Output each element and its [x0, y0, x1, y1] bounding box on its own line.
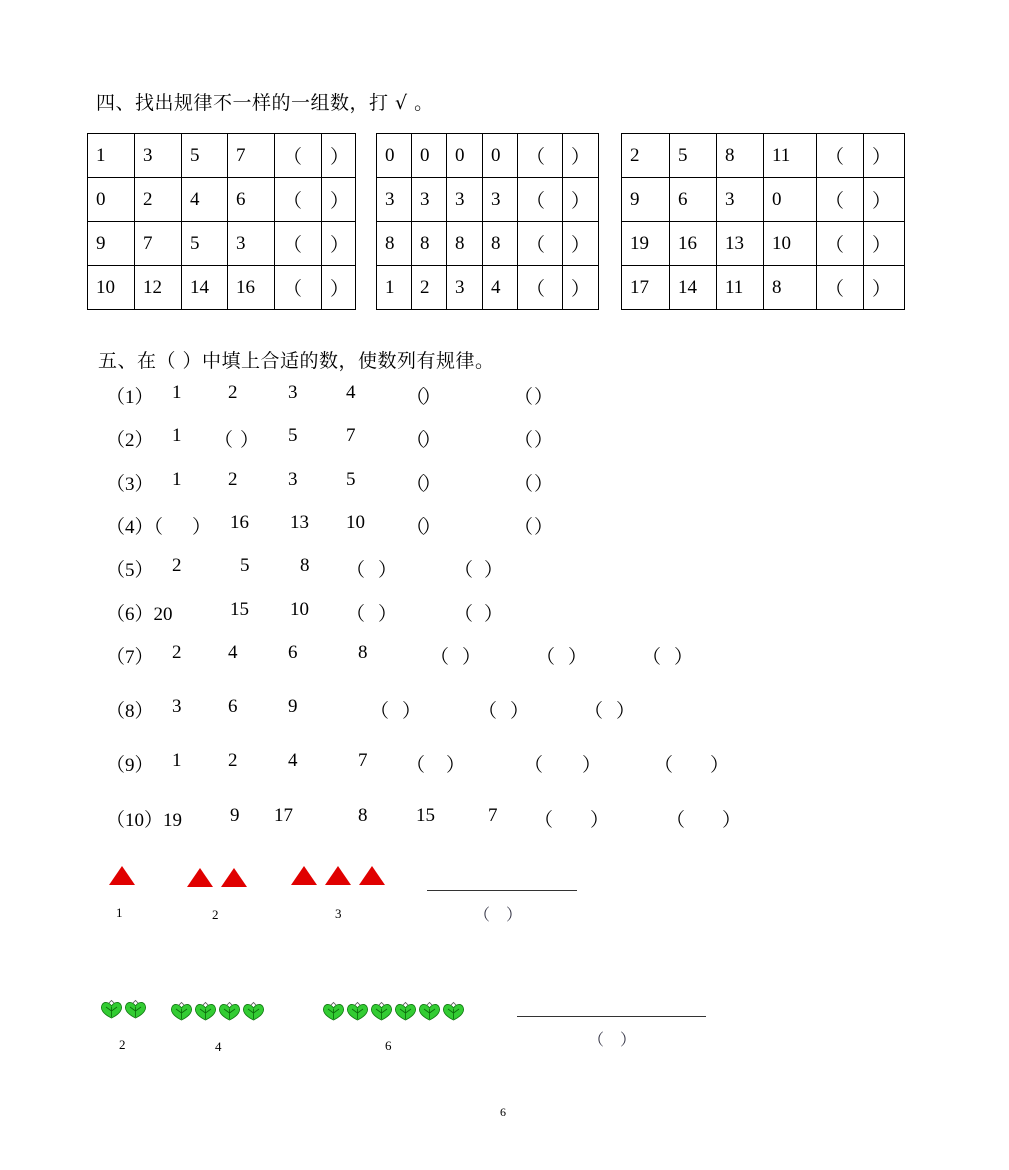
answer-paren[interactable]: ）	[378, 604, 398, 625]
answer-paren[interactable]: ）	[722, 810, 742, 831]
answer-paren-cell[interactable]: （	[275, 178, 322, 222]
answer-paren-cell[interactable]: ）	[563, 178, 599, 222]
number-cell: 8	[412, 222, 447, 266]
answer-paren[interactable]: （	[214, 430, 234, 451]
number-cell: 17	[622, 266, 670, 310]
answer-paren[interactable]: （	[666, 810, 686, 831]
section-4-heading: 四、找出规律不一样的一组数，打 √ 。	[96, 92, 434, 114]
answer-paren[interactable]: ）	[568, 647, 588, 668]
table-row	[377, 134, 599, 178]
table-body-1	[88, 134, 356, 310]
answer-paren-cell[interactable]: （	[817, 266, 864, 310]
triangle-icon	[359, 866, 385, 885]
answer-paren-cell[interactable]: （	[275, 134, 322, 178]
answer-paren-cell[interactable]: （	[518, 178, 563, 222]
number-cell: 19	[622, 222, 670, 266]
triangle-caption-1: 1	[116, 905, 123, 920]
answer-paren[interactable]: （	[406, 430, 426, 451]
triangle-icon	[221, 868, 247, 887]
answer-paren[interactable]: （	[406, 755, 426, 776]
number-cell: 3	[447, 178, 483, 222]
answer-paren-cell[interactable]: ）	[322, 178, 356, 222]
sequence-token: 2	[228, 750, 238, 771]
number-cell: 7	[228, 134, 275, 178]
number-cell: 14	[670, 266, 717, 310]
sequence-table-1	[87, 133, 356, 310]
leaf-icon	[346, 1001, 370, 1025]
answer-paren[interactable]: （	[478, 701, 498, 722]
leaf-group-2	[170, 1001, 266, 1025]
answer-paren[interactable]: （	[406, 517, 426, 538]
number-cell: 8	[447, 222, 483, 266]
leaf-caption-1: 2	[119, 1037, 126, 1052]
answer-paren-cell[interactable]: （	[817, 178, 864, 222]
leaf-icon	[370, 1001, 394, 1025]
number-cell: 3	[447, 266, 483, 310]
table-body-2	[377, 134, 599, 310]
answer-paren[interactable]: （	[370, 701, 390, 722]
answer-paren-cell[interactable]: （	[518, 266, 563, 310]
triangle-answer-blank[interactable]: （ ）	[474, 907, 523, 924]
leaf-icon	[170, 1001, 194, 1025]
sequence-token: 4	[346, 382, 356, 403]
answer-paren-cell[interactable]: （	[518, 222, 563, 266]
answer-paren[interactable]: （	[346, 604, 366, 625]
number-cell: 0	[764, 178, 817, 222]
sequence-token: （10）19	[106, 810, 183, 831]
answer-paren[interactable]: ）	[192, 517, 212, 538]
answer-paren-cell[interactable]: （	[817, 222, 864, 266]
table-row	[88, 266, 356, 310]
sequence-token: 9	[288, 696, 298, 717]
answer-paren[interactable]: ）	[534, 517, 554, 538]
leaf-icon	[124, 999, 148, 1023]
number-cell: 10	[88, 266, 135, 310]
sequence-token: 8	[358, 805, 368, 826]
sequence-token: 4	[228, 642, 238, 663]
sequence-token: （8）	[106, 701, 154, 722]
number-cell: 2	[135, 178, 182, 222]
number-cell: 9	[88, 222, 135, 266]
sequence-token: 2	[172, 555, 182, 576]
number-cell: 2	[412, 266, 447, 310]
number-cell: 1	[377, 266, 412, 310]
number-cell: 8	[764, 266, 817, 310]
number-cell: 6	[670, 178, 717, 222]
number-cell: 5	[182, 222, 228, 266]
answer-paren-cell[interactable]: ）	[563, 134, 599, 178]
answer-paren[interactable]: ）	[674, 647, 694, 668]
number-cell: 3	[228, 222, 275, 266]
table-row	[377, 222, 599, 266]
answer-paren[interactable]: （	[524, 755, 544, 776]
answer-paren[interactable]: （	[534, 810, 554, 831]
answer-paren[interactable]: ）	[510, 701, 530, 722]
sequence-token: 16	[230, 512, 249, 533]
answer-paren[interactable]: ）	[534, 387, 554, 408]
sequence-token: （9）	[106, 755, 154, 776]
number-cell: 5	[670, 134, 717, 178]
number-cell: 3	[412, 178, 447, 222]
answer-paren-cell[interactable]: ）	[864, 134, 905, 178]
answer-paren[interactable]: ）	[402, 701, 422, 722]
answer-paren[interactable]: （	[514, 474, 534, 495]
table-row	[622, 222, 905, 266]
answer-paren[interactable]: ）	[484, 560, 504, 581]
leaf-caption-2: 4	[215, 1039, 222, 1054]
answer-paren[interactable]: （	[642, 647, 662, 668]
sequence-token: 8	[358, 642, 368, 663]
triangle-group-2	[187, 868, 255, 891]
answer-paren[interactable]: （	[346, 560, 366, 581]
page-number: 6	[500, 1105, 506, 1119]
number-cell: 0	[377, 134, 412, 178]
sequence-token: （3）	[106, 474, 154, 495]
answer-paren[interactable]: ）	[534, 430, 554, 451]
number-cell: 8	[483, 222, 518, 266]
answer-paren[interactable]: ）	[582, 755, 602, 776]
sequence-token: 3	[288, 469, 298, 490]
table-row	[622, 178, 905, 222]
answer-paren-cell[interactable]: ）	[322, 266, 356, 310]
answer-paren-cell[interactable]: ）	[563, 266, 599, 310]
sequence-token: 2	[228, 382, 238, 403]
sequence-token: 2	[228, 469, 238, 490]
answer-paren[interactable]: ）	[446, 755, 466, 776]
table-row	[622, 266, 905, 310]
table-row	[88, 134, 356, 178]
leaf-answer-blank[interactable]: （ ）	[588, 1032, 637, 1049]
answer-paren[interactable]: ）	[378, 560, 398, 581]
answer-paren-cell[interactable]: （	[275, 266, 322, 310]
number-cell: 6	[228, 178, 275, 222]
leaf-icon	[394, 1001, 418, 1025]
sequence-token: （4）（	[106, 517, 164, 538]
number-cell: 3	[135, 134, 182, 178]
number-cell: 4	[483, 266, 518, 310]
number-cell: 0	[447, 134, 483, 178]
sequence-token: 10	[290, 599, 309, 620]
number-cell: 12	[135, 266, 182, 310]
sequence-token: 4	[288, 750, 298, 771]
sequence-token: 1	[172, 469, 182, 490]
triangle-icon	[325, 866, 351, 885]
sequence-token: 1	[172, 425, 182, 446]
sequence-token: 5	[288, 425, 298, 446]
sequence-token: 13	[290, 512, 309, 533]
triangle-icon	[187, 868, 213, 887]
number-cell: 3	[483, 178, 518, 222]
answer-paren[interactable]: （	[430, 647, 450, 668]
sequence-token: （6）20	[106, 604, 173, 625]
leaf-icon	[442, 1001, 466, 1025]
answer-paren[interactable]: （	[514, 430, 534, 451]
number-cell: 1	[88, 134, 135, 178]
sequence-table-2	[376, 133, 599, 310]
sequence-token: 7	[346, 425, 356, 446]
leaf-answer-line[interactable]	[517, 1016, 706, 1017]
answer-paren[interactable]: ）	[710, 755, 730, 776]
answer-paren-cell[interactable]: ）	[864, 266, 905, 310]
table-row	[88, 222, 356, 266]
answer-paren-cell[interactable]: ）	[322, 222, 356, 266]
answer-paren[interactable]: ）	[422, 474, 442, 495]
answer-paren-cell[interactable]: ）	[864, 178, 905, 222]
answer-paren[interactable]: ）	[534, 474, 554, 495]
answer-paren[interactable]: ）	[422, 387, 442, 408]
sequence-token: 3	[288, 382, 298, 403]
triangle-icon	[291, 866, 317, 885]
number-cell: 7	[135, 222, 182, 266]
number-cell: 2	[622, 134, 670, 178]
answer-paren-cell[interactable]: ）	[563, 222, 599, 266]
answer-paren[interactable]: ）	[590, 810, 610, 831]
triangle-group-1	[109, 866, 143, 889]
table-row	[377, 266, 599, 310]
sequence-token: （1）	[106, 387, 154, 408]
table-row	[377, 178, 599, 222]
sequence-token: （2）	[106, 430, 154, 451]
answer-paren[interactable]: （	[654, 755, 674, 776]
sequence-token: 6	[228, 696, 238, 717]
sequence-token: 3	[172, 696, 182, 717]
triangle-answer-line[interactable]	[427, 890, 577, 891]
number-cell: 9	[622, 178, 670, 222]
leaf-caption-3: 6	[385, 1038, 392, 1053]
sequence-token: 7	[488, 805, 498, 826]
sequence-table-3	[621, 133, 905, 310]
answer-paren-cell[interactable]: （	[275, 222, 322, 266]
number-cell: 14	[182, 266, 228, 310]
answer-paren[interactable]: ）	[616, 701, 636, 722]
sequence-token: 1	[172, 750, 182, 771]
number-cell: 0	[483, 134, 518, 178]
answer-paren[interactable]: ）	[240, 430, 260, 451]
sequence-token: 5	[240, 555, 250, 576]
leaf-group-1	[100, 999, 148, 1023]
leaf-icon	[322, 1001, 346, 1025]
number-cell: 11	[717, 266, 764, 310]
sequence-token: 9	[230, 805, 240, 826]
answer-paren[interactable]: ）	[422, 430, 442, 451]
table-row	[622, 134, 905, 178]
sequence-token: 7	[358, 750, 368, 771]
answer-paren-cell[interactable]: ）	[864, 222, 905, 266]
number-cell: 8	[377, 222, 412, 266]
triangle-caption-2: 2	[212, 907, 219, 922]
sequence-token: 17	[274, 805, 293, 826]
triangle-icon	[109, 866, 135, 885]
number-cell: 5	[182, 134, 228, 178]
sequence-token: 15	[416, 805, 435, 826]
number-cell: 3	[717, 178, 764, 222]
table-body-3	[622, 134, 905, 310]
number-cell: 10	[764, 222, 817, 266]
sequence-token: 8	[300, 555, 310, 576]
answer-paren[interactable]: （	[406, 387, 426, 408]
sequence-token: 1	[172, 382, 182, 403]
triangle-group-3	[291, 866, 393, 889]
answer-paren[interactable]: ）	[484, 604, 504, 625]
sequence-token: （5）	[106, 560, 154, 581]
leaf-icon	[194, 1001, 218, 1025]
answer-paren[interactable]: ）	[422, 517, 442, 538]
answer-paren-cell[interactable]: （	[817, 134, 864, 178]
answer-paren[interactable]: ）	[462, 647, 482, 668]
number-cell: 11	[764, 134, 817, 178]
leaf-icon	[218, 1001, 242, 1025]
sequence-token: 15	[230, 599, 249, 620]
leaf-icon	[418, 1001, 442, 1025]
leaf-icon	[242, 1001, 266, 1025]
number-cell: 13	[717, 222, 764, 266]
answer-paren[interactable]: （	[454, 604, 474, 625]
sequence-token: 6	[288, 642, 298, 663]
answer-paren[interactable]: （	[406, 474, 426, 495]
section-5-heading: 五、在（ ）中填上合适的数，使数列有规律。	[98, 350, 495, 372]
sequence-token: 2	[172, 642, 182, 663]
answer-paren[interactable]: （	[584, 701, 604, 722]
number-cell: 0	[412, 134, 447, 178]
number-cell: 8	[717, 134, 764, 178]
number-cell: 16	[228, 266, 275, 310]
answer-paren-cell[interactable]: （	[518, 134, 563, 178]
answer-paren[interactable]: （	[454, 560, 474, 581]
answer-paren[interactable]: （	[514, 387, 534, 408]
triangle-caption-3: 3	[335, 906, 342, 921]
answer-paren[interactable]: （	[514, 517, 534, 538]
leaf-icon	[100, 999, 124, 1023]
number-cell: 16	[670, 222, 717, 266]
sequence-token: （7）	[106, 647, 154, 668]
number-cell: 4	[182, 178, 228, 222]
sequence-token: 5	[346, 469, 356, 490]
table-row	[88, 178, 356, 222]
answer-paren-cell[interactable]: ）	[322, 134, 356, 178]
number-cell: 0	[88, 178, 135, 222]
number-cell: 3	[377, 178, 412, 222]
answer-paren[interactable]: （	[536, 647, 556, 668]
sequence-token: 10	[346, 512, 365, 533]
leaf-group-3	[322, 1001, 466, 1025]
